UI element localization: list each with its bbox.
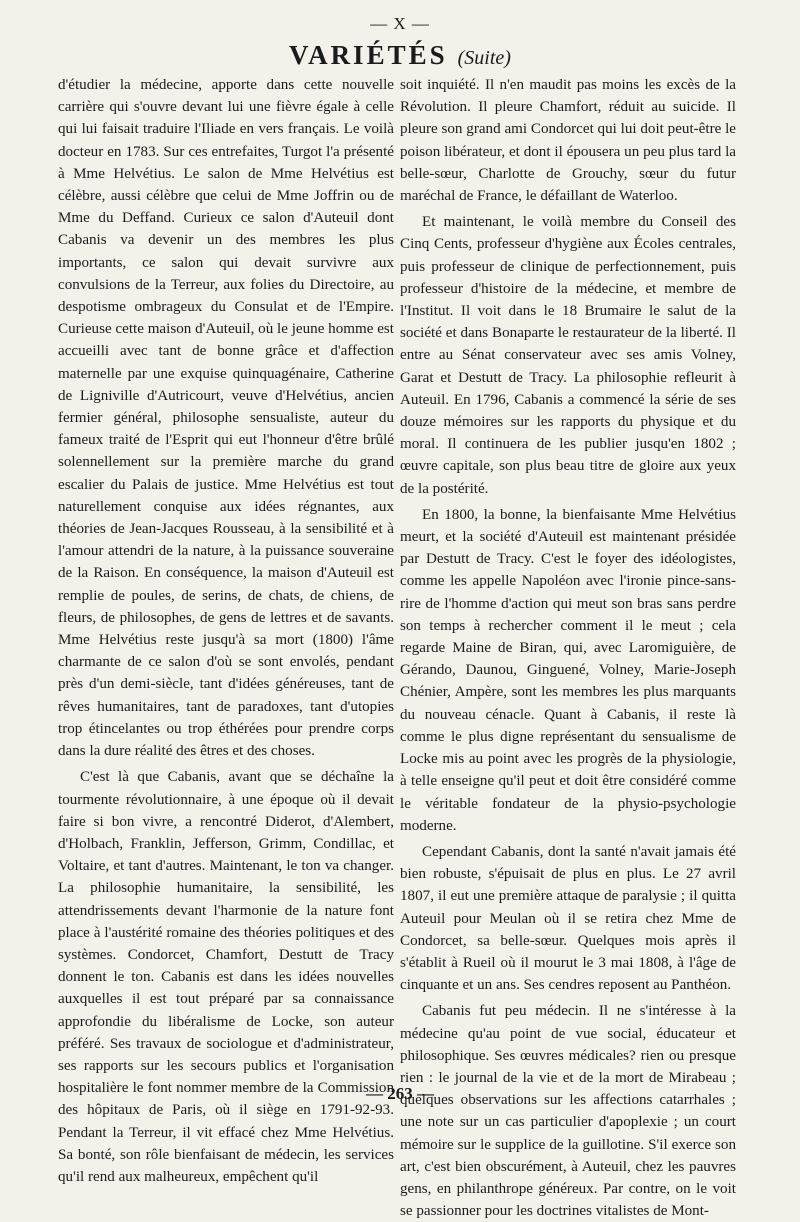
page-number: — 263 — [366,1084,434,1103]
paragraph: d'étudier la médecine, apporte dans cette nouvelle carrière qui s'ouvre devant lui une fièvre égale à celle qui lui faisait traduire l'Iliade en vers français. Le voilà docteur en 1783. Sur ces entrefaites, Turgot l'a présenté à Mme Helvétius. Le salon de Mme Helvétius est célèbre, aussi célèbre que celui de Mme Joffrin ou de Mme du Deffand. Curieux ce salon d'Auteuil dont Cabanis va devenir un des membres les plus importants, ce salon qui devait survivre aux convulsions de la Terreur, aux folies du Directoire, au despotisme ombrageux du Consulat et de l'Empire. Curieuse cette maison d'Auteuil, où le jeune homme est accueilli avec tant de bonne grâce et d'affection maternelle par une exquise quinquagénaire, Catherine de Ligniville d'Autricourt, veuve d'Helvétius, ancien fermier général, philosophe sensualiste, auteur du fameux traité de l'Esprit qui eut l'honneur d'être brûlé solennellement sur la première marche du grand escalier du Palais de justice. Mme Helvétius est tout naturellement conquise aux idées régnantes, aux théories de Jean-Jacques Rousseau, à la sensibilité et à l'amour attendri de la nature, à la puissance souveraine de la Raison. En conséquence, la maison d'Auteuil est remplie de poules, de serins, de chats, de chiens, de fleurs, de philosophes, de gens de lettres et de savants. Mme Helvétius reste jusqu'à sa mort (1800) l'âme charmante de ce salon d'où se sont envolés, pendant près d'un demi-siècle, tant d'idées généreuses, tant de rêves humanitaires, tant de paradoxes, tant d'utopies trop étincelantes ou trop éthérées pour prendre corps dans la dure réalité des êtres et des choses. [58,77,394,760]
header-title: VARIÉTÉS [289,40,448,70]
paragraph: Et maintenant, le voilà membre du Conseil des Cinq Cents, professeur d'hygiène aux Écoles centrales, puis professeur de clinique de perfectionnement, puis professeur d'histoire de la médecine, et membre de l'Institut. Il voit dans le 18 Brumaire le salut de la société et dans Bonaparte le restaurateur de la liberté. Il entre au Sénat conservateur avec ses amis Volney, Garat et Destutt de Tracy. La philosophie refleurit à Auteuil. En 1796, Cabanis a commencé la série de ses douze mémoires sur les rapports du physique et du moral. Il continuera de les publier jusqu'en 1802 ; œuvre capitale, son plus beau titre de gloire aux yeux de la postérité. [400,214,736,497]
paragraph: Cependant Cabanis, dont la santé n'avait jamais été bien robuste, s'épuisait de plus en plus. Le 27 avril 1807, il eut une première attaque de paralysie ; il quitta Auteuil pour Meulan où il se retira chez Mme de Condorcet, sa belle-sœur. Quelques mois après il s'établit à Rueil où il mourut le 3 mai 1808, à l'âge de cinquante et un ans. Ses cendres reposent au Panthéon. [400,843,736,994]
page-top-mark: — X — [370,14,430,33]
paragraph: C'est là que Cabanis, avant que se déchaîne la tourmente révolutionnaire, à une époque où il devait faire si bon vivre, a rencontré Diderot, d'Alembert, d'Holbach, Franklin, Jefferson, Grimm, Condillac, et Voltaire, et tant d'autres. Maintenant, le ton va changer. La philosophie humanitaire, la sensibilité, les attendrissements devant l'harmonie de la nature font place à l'austérité romaine des théories politiques et des systèmes. Condorcet, Chamfort, Destutt de Tracy donnent le ton. Cabanis est dans les idées nouvelles auxquelles il est tout préparé par sa connaissance approfondie du libéralisme de Locke, son auteur préféré. Ses travaux de sociologue et d'administrateur, ses rapports sur les secours publics et l'organisation hospitalière le font nommer membre de la Commission des hôpitaux de Paris, où il siège en 1791-92-93. Pendant la Terreur, il vit effacé chez Mme Helvétius. Sa bonté, son rôle bienfaisant de médecin, les services qu'il rend aux malheureux, empêchent qu'il [58,769,394,1185]
paragraph: soit inquiété. Il n'en maudit pas moins les excès de la Révolution. Il pleure Chamfort, réduit au suicide. Il pleure son grand ami Condorcet qui lui doit peut-être le poison libérateur, et dont il épousera un peu plus tard la belle-sœur, Charlotte de Grouchy, sœur du futur maréchal de France, le défaillant de Waterloo. [400,77,736,205]
paragraph: En 1800, la bonne, la bienfaisante Mme Helvétius meurt, et la société d'Auteuil est maintenant présidée par Destutt de Tracy. C'est le foyer des idéologistes, comme les appelle Napoléon avec l'ironie pince-sans-rire de l'homme d'action qui meut son bras sans perdre son temps à rechercher comment il le meut ; cela regarde Maine de Biran, qui, avec Laromiguière, de Gérando, Daunou, Ginguené, Volney, Marie-Joseph Chénier, Ampère, sont les membres les plus marquants du nouveau cénacle. Quant à Cabanis, il reste là comme le plus digne représentant du sensualisme de Locke mis au point avec les progrès de la physiologie, à telle enseigne qu'il peut et doit être considéré comme le véritable fondateur de la physio-psychologie moderne. [400,506,736,834]
right-column [400,74,736,1222]
running-header [0,40,800,71]
header-suffix: (Suite) [457,47,511,69]
paragraph: Cabanis fut peu médecin. Il ne s'intéresse à la médecine qu'au point de vue social, éducateur et philosophique. Ses œuvres médicales? rien ou presque rien : le journal de la vie et de la mort de Mirabeau ; quelques observations sur les affections catarrhales ; une note sur un cas particulier d'apoplexie ; un court mémoire sur le supplice de la guillotine. S'il exerce son art, c'est bien obscurément, à Auteuil, chez les pauvres gens, en philanthrope généreux. Par contre, on le voit se passionner pour les doctrines vitalistes de Mont- [400,1003,736,1220]
left-column [58,74,394,1188]
